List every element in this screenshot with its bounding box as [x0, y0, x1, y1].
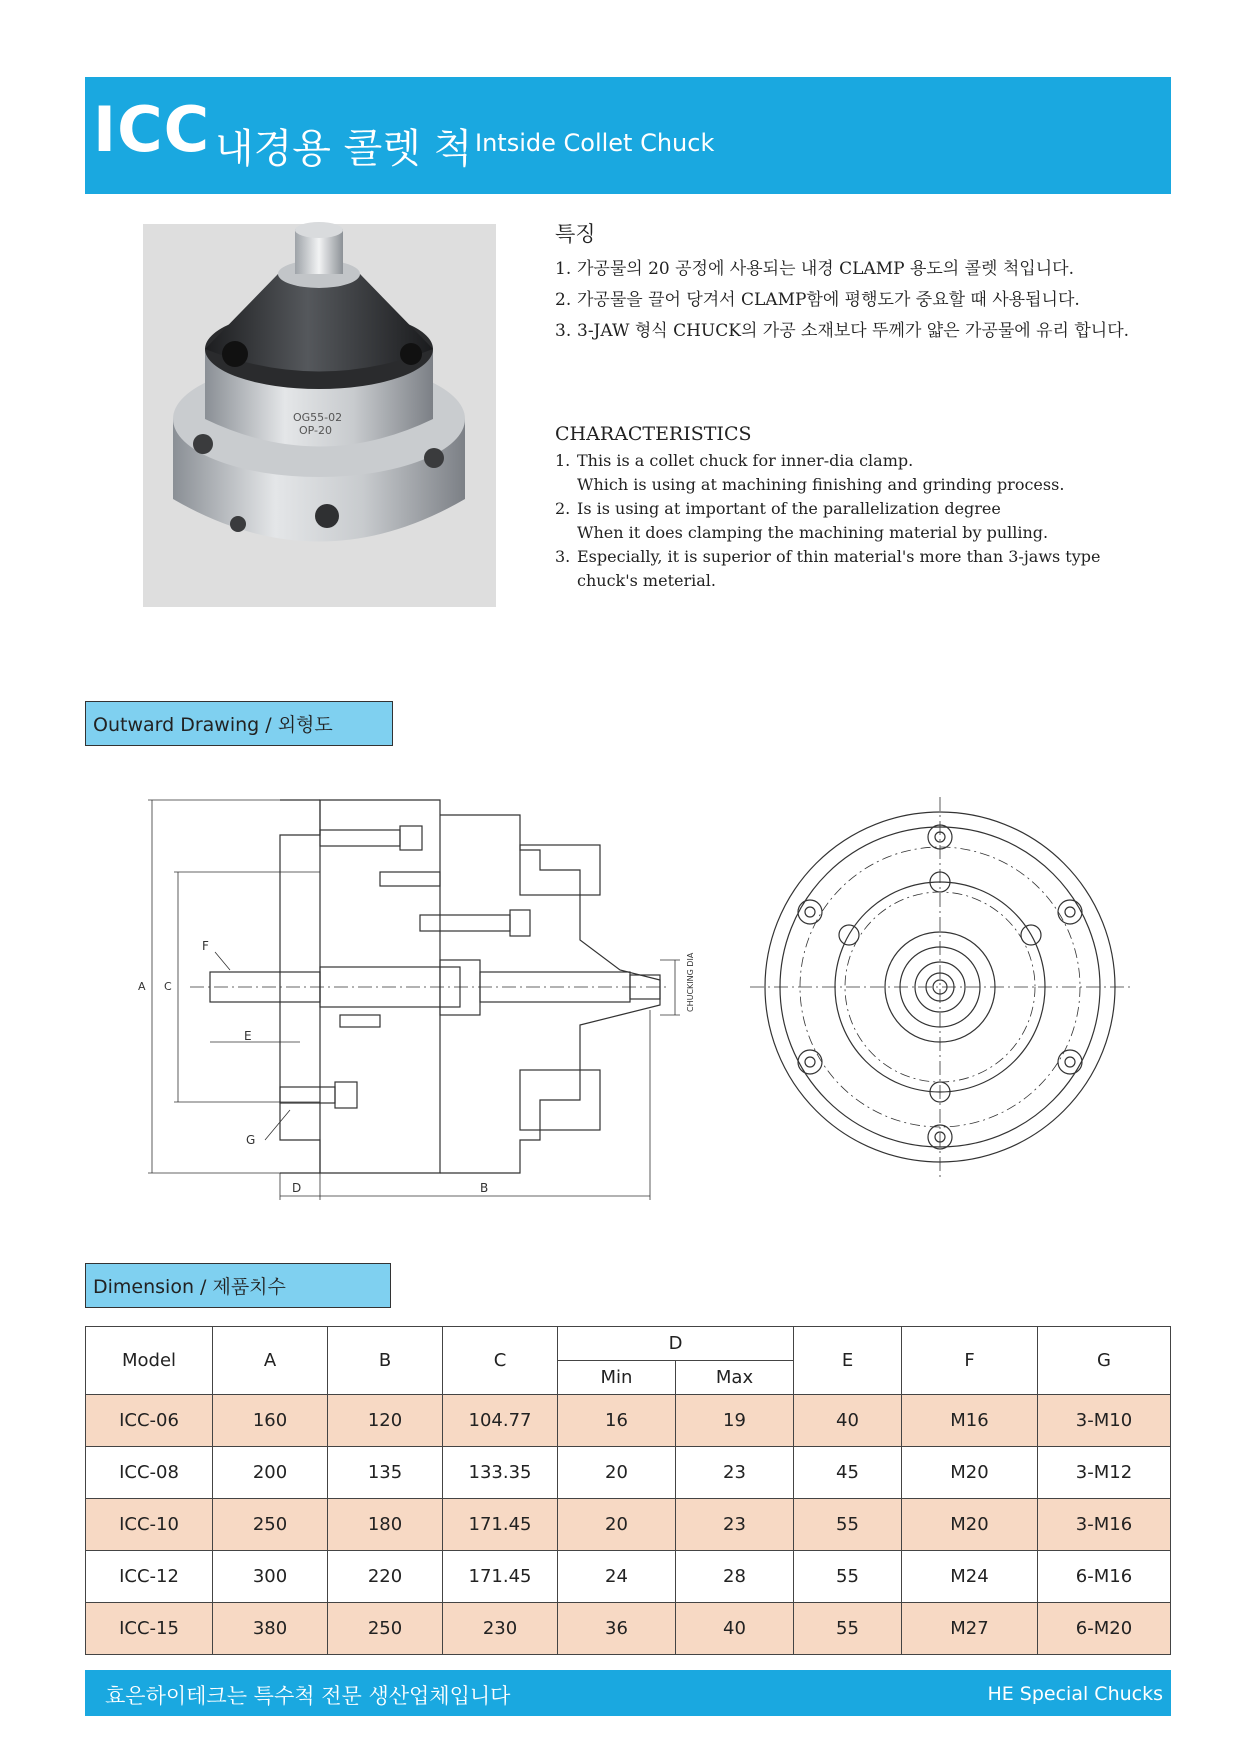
header-a: A	[213, 1327, 328, 1395]
dimension-table	[85, 1326, 1171, 1655]
header-d-min: Min	[558, 1361, 676, 1395]
header-e: E	[794, 1327, 902, 1395]
characteristics-list	[555, 449, 1170, 593]
outward-drawing	[140, 790, 1150, 1220]
footer-banner	[85, 1670, 1171, 1716]
table-row: ICC-15 380 250 230 36 40 55 M27 6-M20	[86, 1603, 1171, 1655]
svg-text:G: G	[246, 1133, 256, 1147]
svg-text:D: D	[292, 1181, 302, 1195]
svg-text:E: E	[244, 1029, 252, 1043]
features-title: 특징	[555, 222, 596, 246]
product-photo	[143, 224, 496, 607]
header-d-max: Max	[676, 1361, 794, 1395]
product-code: ICC	[93, 93, 211, 166]
svg-text:F: F	[202, 939, 209, 953]
outward-drawing-label: Outward Drawing / 외형도	[85, 701, 393, 746]
characteristic-item: 1. This is a collet chuck for inner-dia clamp. Which is using at machining finishing and grinding process.	[555, 451, 1065, 494]
header-b: B	[328, 1327, 443, 1395]
header-c: C	[443, 1327, 558, 1395]
feature-item: 1. 가공물의 20 공정에 사용되는 내경 CLAMP 용도의 콜렛 척입니다.	[555, 259, 1074, 279]
table-row: ICC-06 160 120 104.77 16 19 40 M16 3-M10	[86, 1395, 1171, 1447]
svg-text:C: C	[164, 980, 172, 993]
header-f: F	[902, 1327, 1038, 1395]
dimension-label: Dimension / 제품치수	[85, 1263, 391, 1308]
feature-item: 2. 가공물을 끌어 당겨서 CLAMP함에 평행도가 중요할 때 사용됩니다.	[555, 290, 1080, 310]
characteristics-title: CHARACTERISTICS	[555, 423, 752, 445]
svg-text:OP-20: OP-20	[299, 424, 333, 437]
header-g: G	[1038, 1327, 1171, 1395]
features-list	[555, 254, 1165, 347]
table-row: ICC-08 200 135 133.35 20 23 45 M20 3-M12	[86, 1447, 1171, 1499]
header-model: Model	[86, 1327, 213, 1395]
title-english: Intside Collet Chuck	[475, 129, 715, 157]
feature-item: 3. 3-JAW 형식 CHUCK의 가공 소재보다 뚜께가 얇은 가공물에 유리 합니다.	[555, 321, 1130, 341]
title-banner	[85, 77, 1171, 194]
svg-text:CHUCKING DIA: CHUCKING DIA	[686, 952, 695, 1012]
characteristic-item: 2. Is is using at important of the parallelization degree When it does clamping the machining material by pulling.	[555, 499, 1049, 542]
svg-text:OG55-02: OG55-02	[293, 411, 343, 424]
header-d: D	[558, 1327, 794, 1361]
table-row: ICC-12 300 220 171.45 24 28 55 M24 6-M16	[86, 1551, 1171, 1603]
characteristic-item: 3. Especially, it is superior of thin material's more than 3-jaws type chuck's meterial.	[555, 547, 1101, 590]
title-korean: 내경용 콜렛 척	[215, 126, 473, 172]
footer-slogan: 효은하이테크는 특수척 전문 생산업체입니다	[105, 1684, 511, 1708]
footer-brand: HE Special Chucks	[987, 1683, 1163, 1705]
svg-text:A: A	[138, 980, 146, 993]
svg-text:B: B	[480, 1181, 489, 1195]
table-row: ICC-10 250 180 171.45 20 23 55 M20 3-M16	[86, 1499, 1171, 1551]
